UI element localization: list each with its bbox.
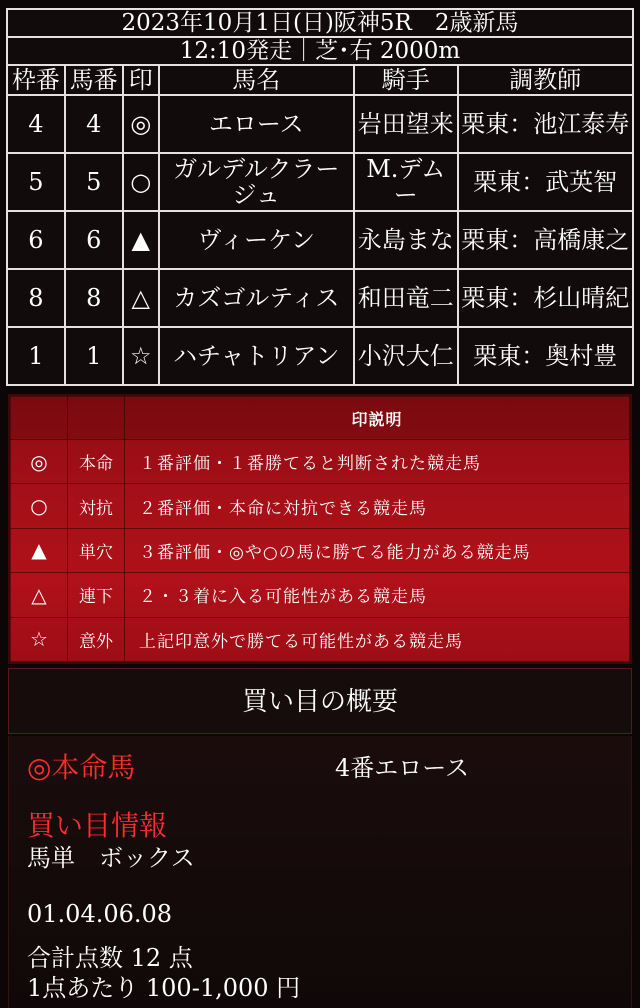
header-waku: 枠番 <box>7 65 65 95</box>
legend-desc: ２・３着に入る可能性がある競走馬 <box>125 573 630 617</box>
header-uma: 馬番 <box>65 65 123 95</box>
mark-cell: △ <box>123 269 159 327</box>
legend-mark: ☆ <box>11 617 68 661</box>
legend-name: 単穴 <box>68 528 125 572</box>
legend-name: 意外 <box>68 617 125 661</box>
kaime-label: 買い目情報 <box>27 809 168 842</box>
mark-legend <box>8 394 632 664</box>
legend-name: 本命 <box>68 440 125 484</box>
jockey-cell: M.デムー <box>354 153 458 211</box>
jockey-cell: 小沢大仁 <box>354 327 458 385</box>
trainer-cell: 栗東：武英智 <box>458 153 633 211</box>
horse-name-cell: エロース <box>159 95 354 153</box>
race-title: 2023年10月1日(日)阪神5R 2歳新馬 <box>7 9 633 37</box>
mark-cell: ○ <box>123 153 159 211</box>
race-table <box>6 8 634 386</box>
horse-name-cell: ガルデルクラージュ <box>159 153 354 211</box>
legend-header: 印説明 <box>125 397 630 440</box>
waku-cell: 1 <box>7 327 65 385</box>
jockey-cell: 岩田望来 <box>354 95 458 153</box>
trainer-cell: 栗東：杉山晴紀 <box>458 269 633 327</box>
legend-mark: ▲ <box>11 528 68 572</box>
header-jockey: 騎手 <box>354 65 458 95</box>
total-points: 合計点数 12 点 <box>27 944 193 972</box>
mark-cell: ◎ <box>123 95 159 153</box>
uma-cell: 4 <box>65 95 123 153</box>
waku-cell: 8 <box>7 269 65 327</box>
horse-name-cell: カズゴルティス <box>159 269 354 327</box>
waku-cell: 6 <box>7 211 65 269</box>
mark-cell: ▲ <box>123 211 159 269</box>
summary-body <box>8 736 632 1008</box>
legend-row <box>11 573 630 617</box>
legend-name: 連下 <box>68 573 125 617</box>
header-name: 馬名 <box>159 65 354 95</box>
header-trainer: 調教師 <box>458 65 633 95</box>
uma-cell: 5 <box>65 153 123 211</box>
header-mark: 印 <box>123 65 159 95</box>
bet-type: 馬単 ボックス <box>27 844 195 872</box>
race-subtitle: 12:10発走｜芝･右 2000m <box>7 37 633 65</box>
horse-name-cell: ヴィーケン <box>159 211 354 269</box>
legend-desc: 上記印意外で勝てる可能性がある競走馬 <box>125 617 630 661</box>
legend-row <box>11 528 630 572</box>
table-row <box>7 327 633 385</box>
bet-numbers: 01.04.06.08 <box>27 900 173 928</box>
legend-name: 対抗 <box>68 484 125 528</box>
table-row <box>7 153 633 211</box>
table-row <box>7 211 633 269</box>
waku-cell: 5 <box>7 153 65 211</box>
waku-cell: 4 <box>7 95 65 153</box>
legend-mark: △ <box>11 573 68 617</box>
table-row <box>7 269 633 327</box>
uma-cell: 6 <box>65 211 123 269</box>
jockey-cell: 和田竜二 <box>354 269 458 327</box>
honmei-value: 4番エロース <box>335 754 470 782</box>
uma-cell: 1 <box>65 327 123 385</box>
legend-row <box>11 484 630 528</box>
legend-desc: ３番評価・◎や○の馬に勝てる能力がある競走馬 <box>125 528 630 572</box>
horse-name-cell: ハチャトリアン <box>159 327 354 385</box>
legend-desc: １番評価・１番勝てると判断された競走馬 <box>125 440 630 484</box>
legend-row <box>11 617 630 661</box>
jockey-cell: 永島まな <box>354 211 458 269</box>
legend-mark: ○ <box>11 484 68 528</box>
mark-cell: ☆ <box>123 327 159 385</box>
trainer-cell: 栗東：池江泰寿 <box>458 95 633 153</box>
per-point-amount: 1点あたり 100-1,000 円 <box>27 974 301 1002</box>
uma-cell: 8 <box>65 269 123 327</box>
trainer-cell: 栗東：奥村豊 <box>458 327 633 385</box>
legend-desc: ２番評価・本命に対抗できる競走馬 <box>125 484 630 528</box>
legend-row <box>11 440 630 484</box>
table-row <box>7 95 633 153</box>
legend-mark: ◎ <box>11 440 68 484</box>
trainer-cell: 栗東：高橋康之 <box>458 211 633 269</box>
honmei-label: ◎本命馬 <box>27 751 136 784</box>
summary-heading: 買い目の概要 <box>8 668 632 734</box>
